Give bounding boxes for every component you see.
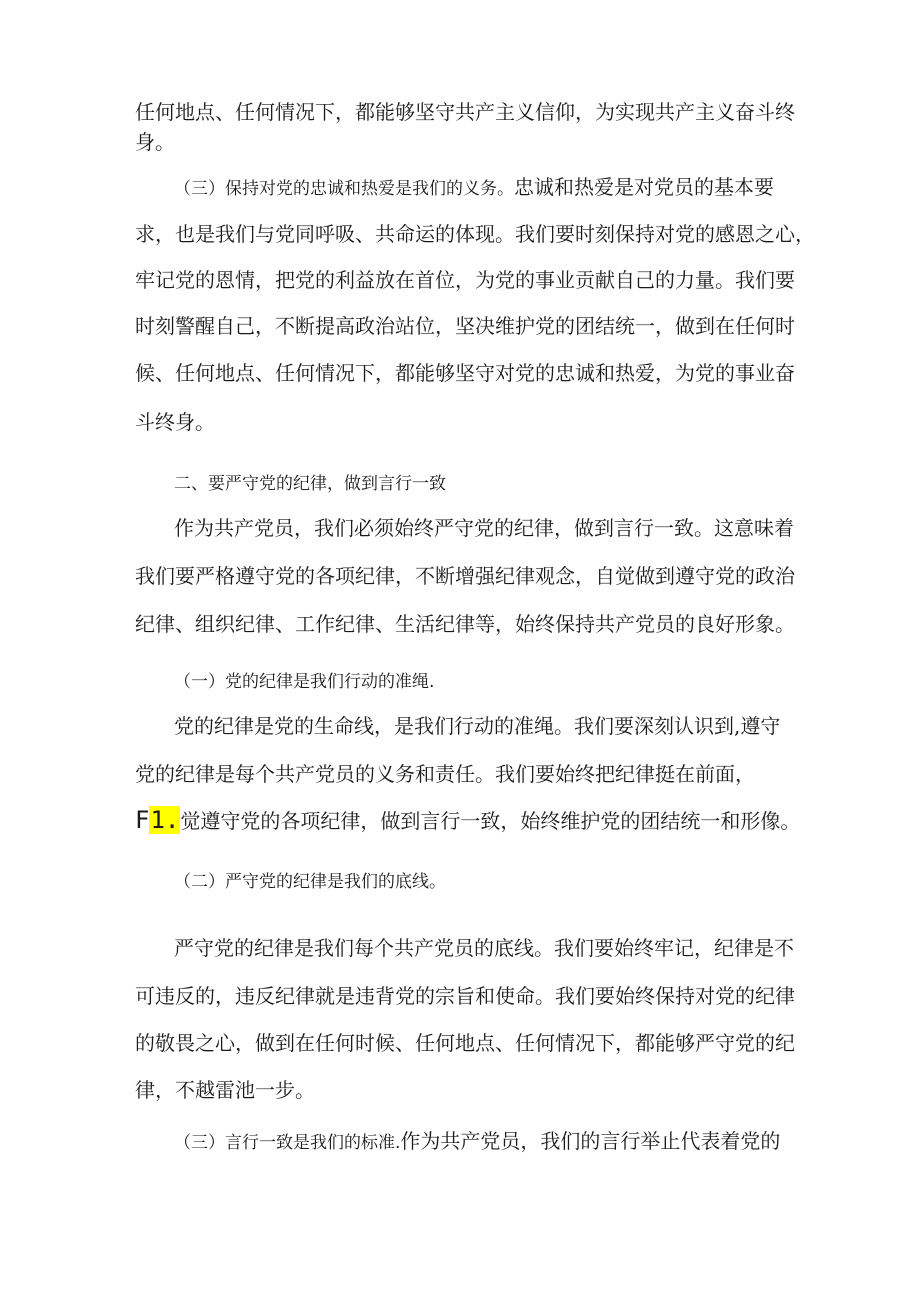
p1-line1: 任何地点、任何情况下，都能够坚守共产主义信仰，为实现共产主义奋斗终 xyxy=(135,100,795,124)
p2-line5: 候、任何地点、任何情况下，都能够坚守对党的忠诚和热爱，为党的事业奋 xyxy=(135,361,795,385)
p5-line2: 可违反的，违反纪律就是违背党的宗旨和使命。我们要始终保持对党的纪律 xyxy=(135,984,795,1008)
p6-line1-rest: 作为共产党员，我们的言行举止代表着党的 xyxy=(400,1129,781,1153)
p2-line2: 求，也是我们与党同呼吸、共命运的体现。我们要时刻保持对党的感恩之心， xyxy=(135,222,815,246)
p2-line4: 时刻警醒自己，不断提高政治站位，坚决维护党的团结统一，做到在任何时 xyxy=(135,314,795,338)
subsection-heading-2: （二）严守党的纪律是我们的底线。 xyxy=(174,872,446,892)
p4-line3 xyxy=(135,808,800,833)
p4-line3-rest: 觉遵守党的各项纪律，做到言行一致，始终维护党的团结统一和形像。 xyxy=(180,809,801,833)
section-lead-loyalty: （三）保持对党的忠诚和热爱是我们的义务。 xyxy=(174,179,514,199)
section-lead-consistency: （三）言行一致是我们的标准. xyxy=(174,1133,401,1153)
p5-line3: 的敬畏之心，做到在任何时候、任何地点、任何情况下，都能够严守党的纪 xyxy=(135,1031,795,1055)
section-heading-discipline: 二、要严守党的纪律，做到言行一致 xyxy=(174,474,446,494)
p5-line4: 律，不越雷池一步。 xyxy=(135,1078,315,1102)
p2-line1 xyxy=(174,175,774,201)
highlighted-marker: 1. xyxy=(150,806,180,834)
p3-line1: 作为共产党员，我们必须始终严守党的纪律，做到言行一致。这意味着 xyxy=(174,516,794,540)
p1-line2: 身。 xyxy=(135,130,175,154)
p3-line3: 纪律、组织纪律、工作纪律、生活纪律等，始终保持共产党员的良好形象。 xyxy=(135,612,795,636)
subsection-heading-1: （一）党的纪律是我们行动的准绳. xyxy=(174,672,435,692)
p4-line2: 党的纪律是每个共产党员的义务和责任。我们要始终把纪律挺在前面， xyxy=(135,762,755,786)
p2-line3: 牢记党的恩情，把党的利益放在首位，为党的事业贡献自己的力量。我们要 xyxy=(135,268,795,292)
p4-line1: 党的纪律是党的生命线，是我们行动的准绳。我们要深刻认识到,遵守 xyxy=(174,714,781,738)
p3-line2: 我们要严格遵守党的各项纪律，不断增强纪律观念，自觉做到遵守党的政治 xyxy=(135,564,795,588)
p5-line1: 严守党的纪律是我们每个共产党员的底线。我们要始终牢记，纪律是不 xyxy=(174,936,794,960)
ocr-artifact-prefix: F xyxy=(135,806,150,834)
p6-line1 xyxy=(174,1129,780,1155)
p2-line6: 斗终身。 xyxy=(135,410,215,434)
p2-line1-rest: 忠诚和热爱是对党员的基本要 xyxy=(514,175,774,199)
